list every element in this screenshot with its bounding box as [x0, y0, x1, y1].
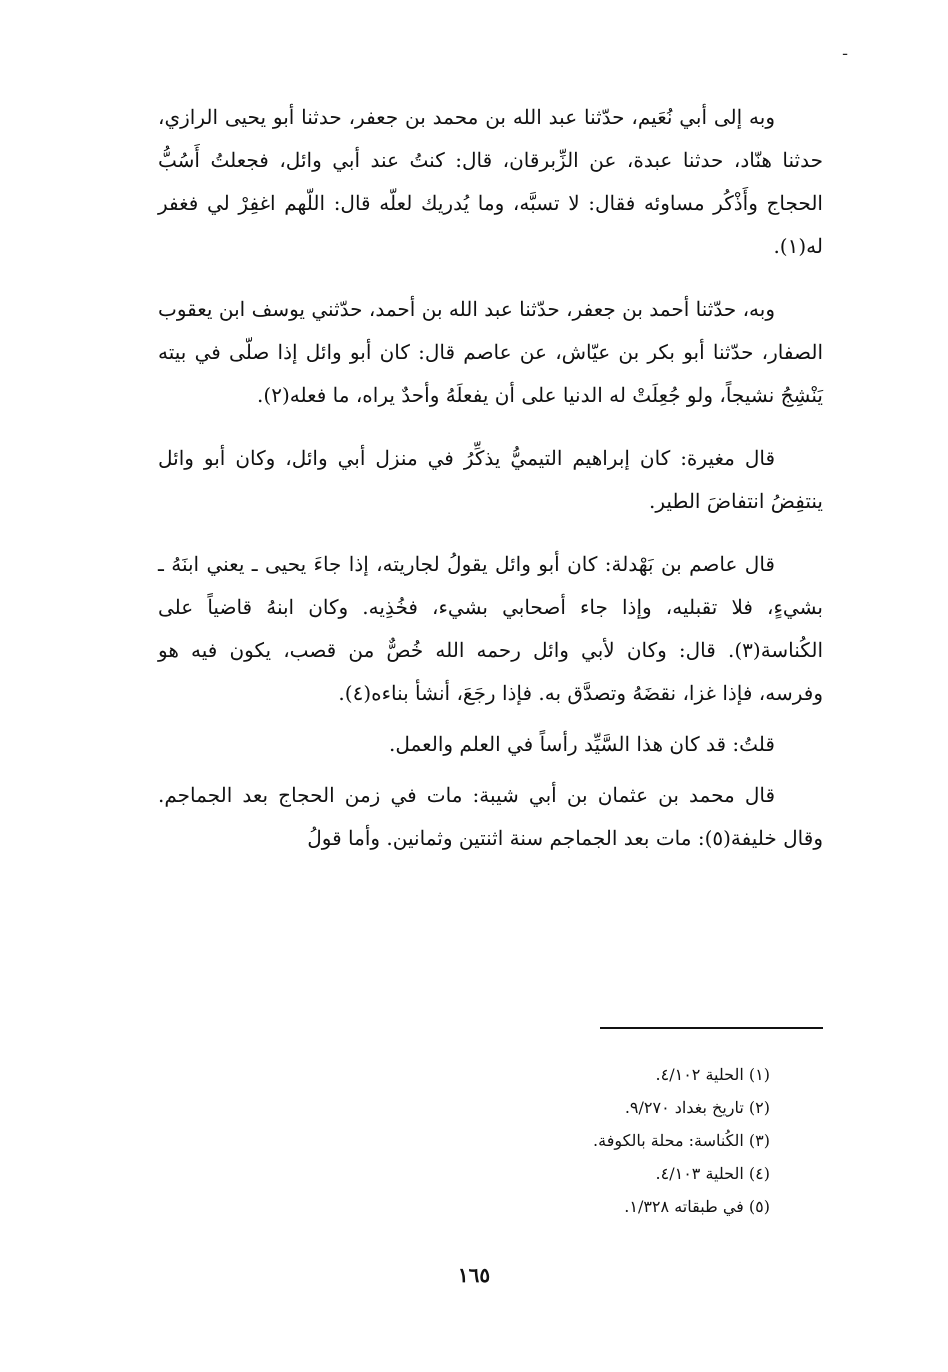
footnotes — [400, 1058, 770, 1223]
footnote: (٤) الحلية ٤/١٠٣. — [655, 1164, 770, 1183]
page-number: ١٦٥ — [457, 1263, 491, 1287]
footnote: (٣) الكُناسة: محلة بالكوفة. — [593, 1131, 770, 1150]
paragraph: وبه إلى أبي نُعَيم، حدّثنا عبد الله بن محمد بن جعفر، حدثنا أبو يحيى الرازي، حدثنا هنّاد، حدثنا عبدة، عن الزِّبرقان، قال: كنتُ عند أبي وائل، فجعلتُ أَسُبُّ الحجاج وأَذْكُر مساوئه فقال: لا تسبَّه، وما يُدريك لعلّه قال: اللّهم اغفِرْ لي فغفر له(١). — [158, 105, 823, 258]
paragraph: وبه، حدّثنا أحمد بن جعفر، حدّثنا عبد الله بن أحمد، حدّثني يوسف ابن يعقوب الصفار، حدّثنا أبو بكر بن عيّاش، عن عاصم قال: كان أبو وائل إذا صلّى في بيته يَنْشِجُ نشيجاً، ولو جُعِلَتْ له الدنيا على أن يفعلَهُ وأحدٌ يراه، ما فعله(٢). — [158, 297, 823, 407]
paragraph: قال محمد بن عثمان بن أبي شيبة: مات في زمن الحجاج بعد الجماجم. وقال خليفة(٥): مات بعد الجماجم سنة اثنتين وثمانين. وأما قولُ — [158, 783, 823, 850]
footnote: (٥) في طبقاته ١/٣٢٨. — [624, 1197, 770, 1216]
paragraph: قال مغيرة: كان إبراهيم التيميُّ يذكِّرُ في منزل أبي وائل، وكان أبو وائل ينتفِضُ انتفاضَ الطير. — [158, 446, 823, 513]
corner-mark: ـ — [843, 43, 848, 59]
footnote: (٢) تاريخ بغداد ٩/٢٧٠. — [624, 1098, 770, 1117]
paragraph: قلتُ: قد كان هذا السَّيِّد رأساً في العلم والعمل. — [389, 732, 775, 756]
main-text — [158, 96, 823, 860]
paragraph: قال عاصم بن بَهْدلة: كان أبو وائل يقولُ لجاريته، إذا جاءَ يحيى ـ يعني ابنَهُ ـ بشيءٍ، فلا تقبليه، وإذا جاء أصحابي بشيء، فخُذِيه. وكان ابنهُ قاضياً على الكُناسة(٣). قال: وكان لأبي وائل رحمه الله خُصٌّ من قصب، يكون فيه هو وفرسه، فإذا غزا، نقضَهُ وتصدَّق به. فإذا رجَعَ، أنشأ بناءه(٤). — [158, 552, 823, 705]
footnote-separator — [600, 1027, 823, 1029]
footnote: (١) الحلية ٤/١٠٢. — [655, 1065, 770, 1084]
